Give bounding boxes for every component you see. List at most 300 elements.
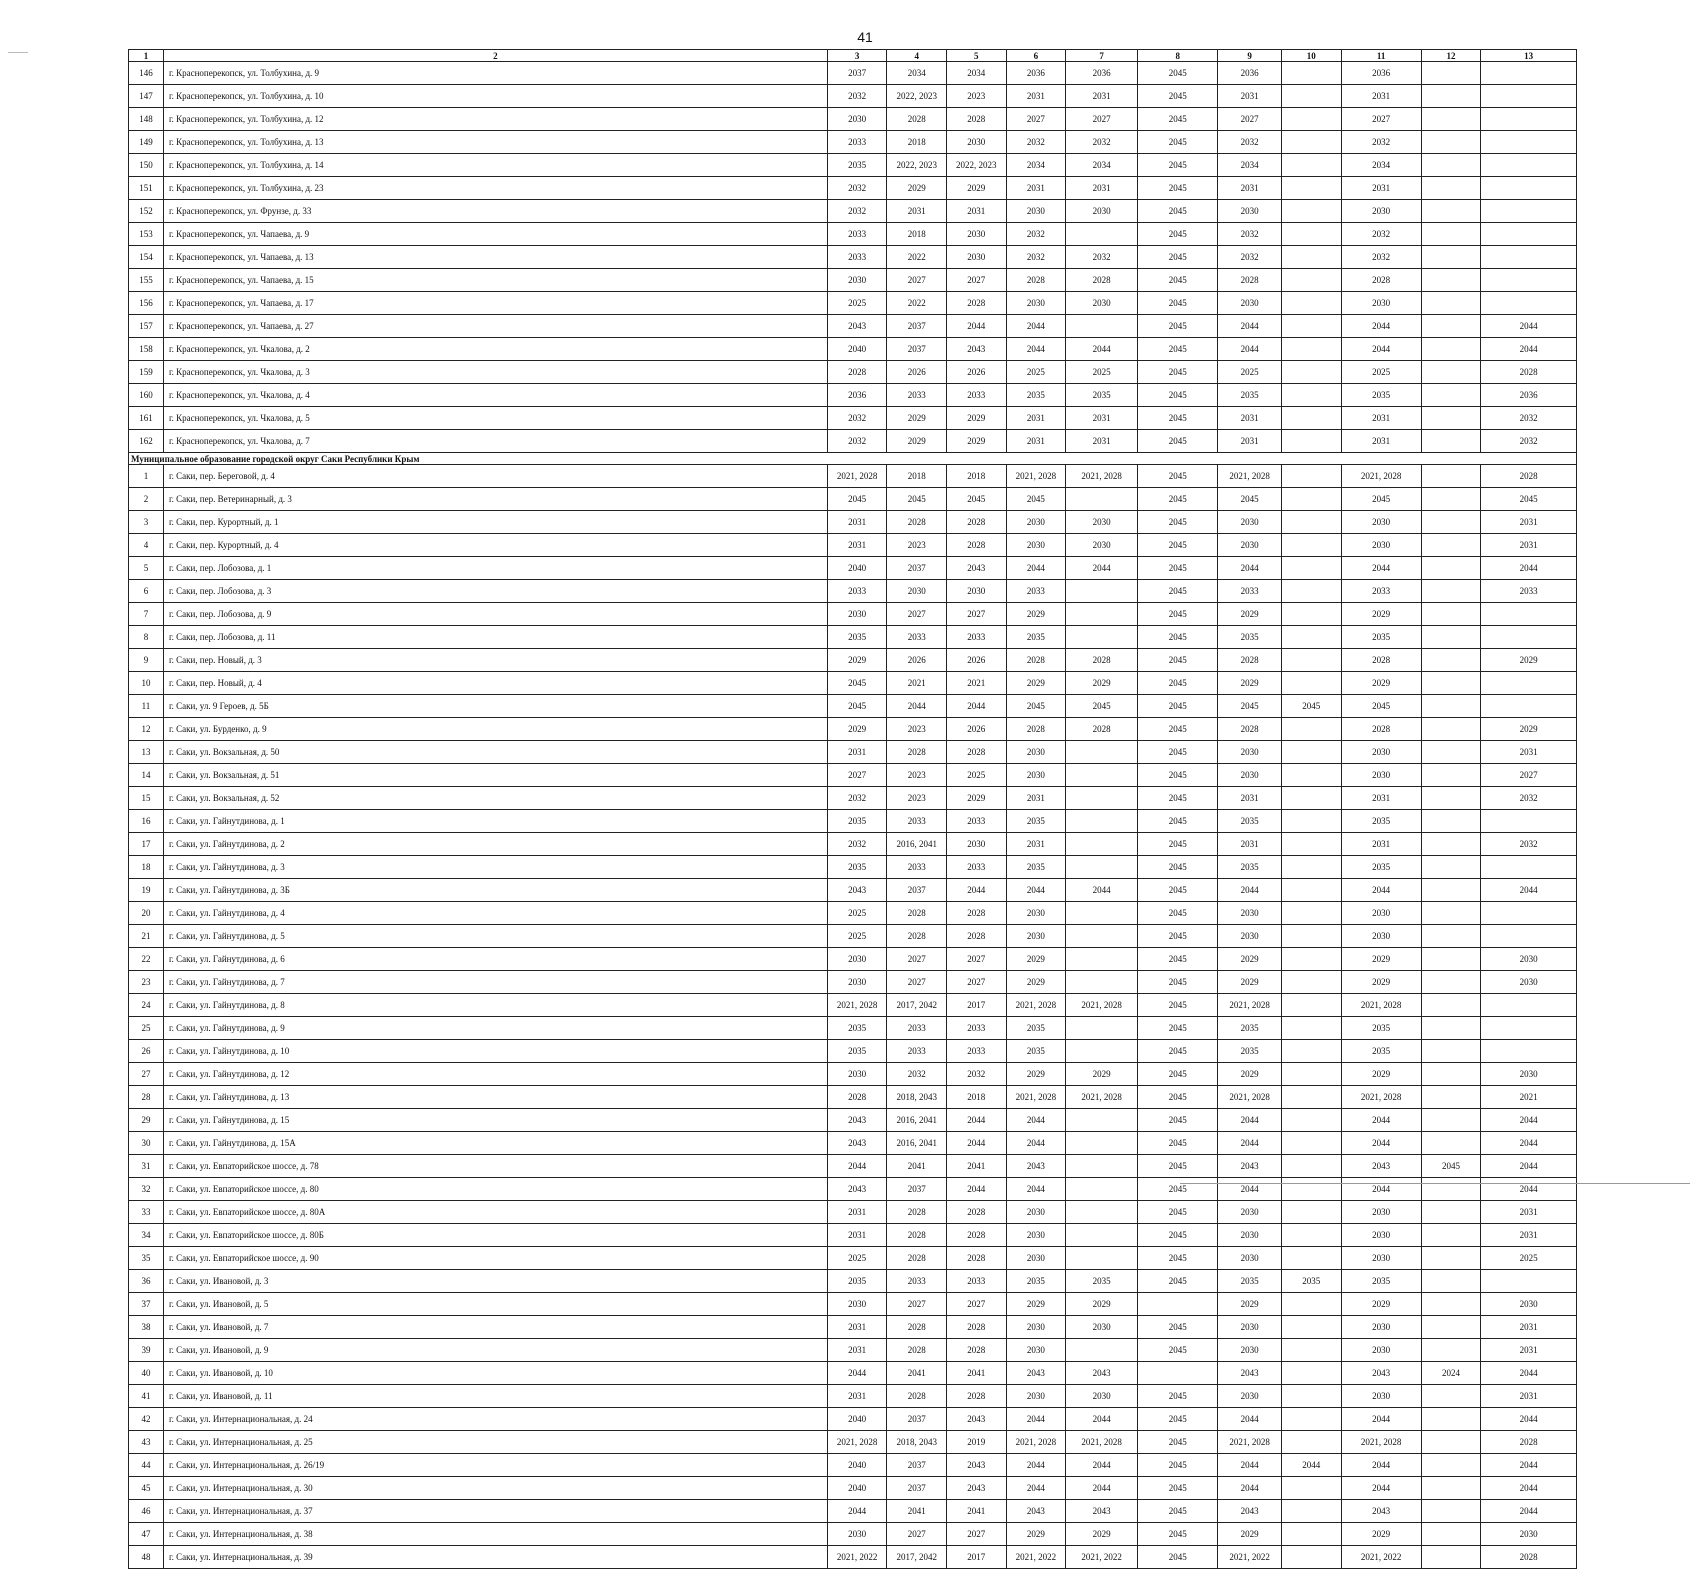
- year-cell: 2030: [1481, 1523, 1577, 1546]
- year-cell: 2030: [1341, 534, 1421, 557]
- year-cell: [1281, 1523, 1341, 1546]
- year-cell: [1481, 856, 1577, 879]
- year-cell: [1281, 580, 1341, 603]
- year-cell: 2043: [1066, 1362, 1138, 1385]
- year-cell: 2030: [827, 1293, 887, 1316]
- year-cell: [1066, 315, 1138, 338]
- year-cell: 2044: [1066, 338, 1138, 361]
- year-cell: 2028: [947, 292, 1007, 315]
- year-cell: [1421, 971, 1481, 994]
- year-cell: 2028: [1481, 465, 1577, 488]
- year-cell: [1481, 994, 1577, 1017]
- section-title: Муниципальное образование городской округ Саки Республики Крым: [129, 453, 1577, 465]
- year-cell: [1421, 764, 1481, 787]
- year-cell: [1481, 672, 1577, 695]
- year-cell: 2029: [827, 649, 887, 672]
- section-row: [129, 453, 1577, 465]
- year-cell: 2043: [827, 1132, 887, 1155]
- year-cell: 2044: [827, 1362, 887, 1385]
- year-cell: 2025: [1481, 1247, 1577, 1270]
- address-cell: г. Красноперекопск, ул. Чкалова, д. 5: [163, 407, 827, 430]
- year-cell: 2021, 2028: [827, 1431, 887, 1454]
- table-row: [129, 154, 1577, 177]
- year-cell: 2028: [947, 1201, 1007, 1224]
- year-cell: 2044: [1341, 1454, 1421, 1477]
- year-cell: 2029: [1006, 971, 1066, 994]
- year-cell: 2045: [947, 488, 1007, 511]
- year-cell: [1421, 626, 1481, 649]
- year-cell: 2035: [1341, 856, 1421, 879]
- year-cell: 2029: [827, 718, 887, 741]
- year-cell: [1066, 1247, 1138, 1270]
- year-cell: [1281, 511, 1341, 534]
- column-header: 4: [887, 50, 947, 62]
- address-cell: г. Саки, ул. Ивановой, д. 3: [163, 1270, 827, 1293]
- address-cell: г. Саки, ул. Гайнутдинова, д. 9: [163, 1017, 827, 1040]
- year-cell: 2033: [827, 223, 887, 246]
- year-cell: 2035: [1066, 1270, 1138, 1293]
- year-cell: 2044: [1006, 557, 1066, 580]
- year-cell: 2022: [887, 292, 947, 315]
- row-number-cell: 23: [129, 971, 164, 994]
- year-cell: 2044: [1481, 1477, 1577, 1500]
- year-cell: 2031: [1006, 787, 1066, 810]
- address-cell: г. Красноперекопск, ул. Толбухина, д. 12: [163, 108, 827, 131]
- address-cell: г. Саки, ул. Гайнутдинова, д. 4: [163, 902, 827, 925]
- table-row: [129, 430, 1577, 453]
- year-cell: 2037: [827, 62, 887, 85]
- table-row: [129, 971, 1577, 994]
- year-cell: [1421, 108, 1481, 131]
- year-cell: 2036: [1341, 62, 1421, 85]
- year-cell: [1481, 292, 1577, 315]
- year-cell: 2045: [1138, 856, 1218, 879]
- year-cell: 2045: [1138, 131, 1218, 154]
- year-cell: 2025: [1006, 361, 1066, 384]
- year-cell: 2028: [947, 1385, 1007, 1408]
- year-cell: [1281, 315, 1341, 338]
- year-cell: 2032: [947, 1063, 1007, 1086]
- year-cell: 2043: [1006, 1155, 1066, 1178]
- year-cell: 2044: [1481, 1454, 1577, 1477]
- row-number-cell: 43: [129, 1431, 164, 1454]
- row-number-cell: 155: [129, 269, 164, 292]
- address-cell: г. Саки, ул. Гайнутдинова, д. 3: [163, 856, 827, 879]
- year-cell: 2045: [1138, 1477, 1218, 1500]
- year-cell: 2045: [1138, 695, 1218, 718]
- year-cell: [1066, 925, 1138, 948]
- year-cell: 2041: [947, 1500, 1007, 1523]
- year-cell: 2037: [887, 1477, 947, 1500]
- year-cell: [1281, 430, 1341, 453]
- year-cell: [1281, 534, 1341, 557]
- year-cell: 2018: [887, 131, 947, 154]
- year-cell: 2022, 2023: [947, 154, 1007, 177]
- year-cell: 2033: [887, 384, 947, 407]
- year-cell: 2017: [947, 994, 1007, 1017]
- year-cell: 2031: [1341, 407, 1421, 430]
- year-cell: 2032: [887, 1063, 947, 1086]
- year-cell: [1481, 131, 1577, 154]
- year-cell: 2044: [887, 695, 947, 718]
- year-cell: 2045: [1138, 902, 1218, 925]
- address-cell: г. Красноперекопск, ул. Чапаева, д. 17: [163, 292, 827, 315]
- year-cell: 2035: [827, 856, 887, 879]
- year-cell: 2045: [1138, 718, 1218, 741]
- year-cell: 2040: [827, 1477, 887, 1500]
- table-row: [129, 1523, 1577, 1546]
- year-cell: 2031: [827, 1316, 887, 1339]
- year-cell: 2029: [1006, 1293, 1066, 1316]
- year-cell: [1281, 1546, 1341, 1569]
- address-cell: г. Саки, ул. Ивановой, д. 9: [163, 1339, 827, 1362]
- row-number-cell: 8: [129, 626, 164, 649]
- column-header: 8: [1138, 50, 1218, 62]
- year-cell: 2030: [1006, 1316, 1066, 1339]
- year-cell: 2017, 2042: [887, 994, 947, 1017]
- year-cell: [1281, 810, 1341, 833]
- year-cell: 2028: [887, 1385, 947, 1408]
- year-cell: 2028: [887, 511, 947, 534]
- year-cell: 2035: [1341, 626, 1421, 649]
- year-cell: 2044: [1218, 1408, 1282, 1431]
- year-cell: 2026: [947, 361, 1007, 384]
- year-cell: 2032: [1218, 131, 1282, 154]
- year-cell: 2035: [1341, 1040, 1421, 1063]
- year-cell: [1281, 1109, 1341, 1132]
- year-cell: 2018: [947, 465, 1007, 488]
- year-cell: 2045: [1138, 833, 1218, 856]
- year-cell: [1421, 1063, 1481, 1086]
- year-cell: 2025: [827, 1247, 887, 1270]
- year-cell: 2045: [1138, 764, 1218, 787]
- year-cell: 2021: [947, 672, 1007, 695]
- year-cell: 2044: [1218, 338, 1282, 361]
- year-cell: 2030: [1218, 200, 1282, 223]
- year-cell: [1281, 1385, 1341, 1408]
- year-cell: 2029: [1218, 603, 1282, 626]
- year-cell: 2027: [947, 948, 1007, 971]
- row-number-cell: 18: [129, 856, 164, 879]
- year-cell: 2044: [1481, 1109, 1577, 1132]
- year-cell: 2030: [1066, 200, 1138, 223]
- year-cell: 2029: [1006, 672, 1066, 695]
- year-cell: 2023: [887, 764, 947, 787]
- row-number-cell: 41: [129, 1385, 164, 1408]
- year-cell: 2032: [827, 85, 887, 108]
- year-cell: 2044: [1006, 1454, 1066, 1477]
- year-cell: 2027: [947, 269, 1007, 292]
- year-cell: 2029: [1006, 603, 1066, 626]
- year-cell: 2030: [1218, 741, 1282, 764]
- year-cell: 2031: [1481, 1224, 1577, 1247]
- year-cell: 2030: [827, 269, 887, 292]
- year-cell: 2045: [1138, 649, 1218, 672]
- year-cell: 2029: [1218, 971, 1282, 994]
- year-cell: 2030: [1006, 902, 1066, 925]
- year-cell: [1421, 1454, 1481, 1477]
- address-cell: г. Саки, ул. Гайнутдинова, д. 15: [163, 1109, 827, 1132]
- row-number-cell: 38: [129, 1316, 164, 1339]
- year-cell: 2031: [827, 1224, 887, 1247]
- address-cell: г. Саки, ул. Гайнутдинова, д. 3Б: [163, 879, 827, 902]
- year-cell: 2031: [1341, 177, 1421, 200]
- year-cell: 2028: [1066, 718, 1138, 741]
- year-cell: 2028: [887, 902, 947, 925]
- year-cell: 2045: [1138, 62, 1218, 85]
- year-cell: 2028: [947, 902, 1007, 925]
- year-cell: 2044: [1066, 1408, 1138, 1431]
- table-row: [129, 718, 1577, 741]
- row-number-cell: 151: [129, 177, 164, 200]
- year-cell: 2030: [1218, 764, 1282, 787]
- address-cell: г. Саки, ул. Интернациональная, д. 30: [163, 1477, 827, 1500]
- year-cell: 2028: [1341, 649, 1421, 672]
- year-cell: 2021, 2028: [1006, 465, 1066, 488]
- row-number-cell: 17: [129, 833, 164, 856]
- year-cell: 2021, 2028: [1341, 994, 1421, 1017]
- year-cell: 2045: [1138, 1523, 1218, 1546]
- year-cell: 2021, 2028: [1006, 994, 1066, 1017]
- year-cell: 2030: [1066, 511, 1138, 534]
- year-cell: 2027: [887, 1293, 947, 1316]
- year-cell: 2030: [1006, 925, 1066, 948]
- year-cell: [1066, 1155, 1138, 1178]
- year-cell: 2027: [1481, 764, 1577, 787]
- year-cell: 2018, 2043: [887, 1431, 947, 1454]
- year-cell: 2045: [1138, 534, 1218, 557]
- year-cell: [1421, 384, 1481, 407]
- year-cell: 2043: [947, 557, 1007, 580]
- year-cell: [1281, 338, 1341, 361]
- year-cell: 2043: [947, 1477, 1007, 1500]
- year-cell: 2045: [1481, 488, 1577, 511]
- year-cell: 2045: [1421, 1155, 1481, 1178]
- year-cell: 2030: [947, 131, 1007, 154]
- year-cell: 2044: [1481, 557, 1577, 580]
- year-cell: 2023: [887, 718, 947, 741]
- year-cell: 2021, 2028: [1218, 1431, 1282, 1454]
- year-cell: [1481, 177, 1577, 200]
- row-number-cell: 39: [129, 1339, 164, 1362]
- year-cell: 2032: [827, 407, 887, 430]
- year-cell: 2021, 2028: [1066, 1086, 1138, 1109]
- address-cell: г. Саки, ул. Гайнутдинова, д. 1: [163, 810, 827, 833]
- column-header: 12: [1421, 50, 1481, 62]
- table-row: [129, 361, 1577, 384]
- year-cell: 2045: [1341, 695, 1421, 718]
- row-number-cell: 40: [129, 1362, 164, 1385]
- year-cell: [1281, 292, 1341, 315]
- year-cell: 2028: [1481, 1546, 1577, 1569]
- year-cell: 2028: [947, 741, 1007, 764]
- year-cell: 2027: [1218, 108, 1282, 131]
- year-cell: 2031: [827, 1339, 887, 1362]
- address-cell: г. Саки, ул. Ивановой, д. 10: [163, 1362, 827, 1385]
- address-cell: г. Саки, пер. Новый, д. 3: [163, 649, 827, 672]
- year-cell: 2044: [1481, 338, 1577, 361]
- year-cell: 2021, 2022: [1341, 1546, 1421, 1569]
- year-cell: 2026: [887, 649, 947, 672]
- table-row: [129, 557, 1577, 580]
- year-cell: [1281, 787, 1341, 810]
- year-cell: 2031: [1066, 407, 1138, 430]
- year-cell: 2030: [1218, 1247, 1282, 1270]
- year-cell: 2031: [1481, 511, 1577, 534]
- year-cell: 2030: [1218, 1201, 1282, 1224]
- row-number-cell: 29: [129, 1109, 164, 1132]
- year-cell: 2027: [947, 603, 1007, 626]
- table-row: [129, 787, 1577, 810]
- year-cell: 2034: [887, 62, 947, 85]
- year-cell: 2030: [1341, 1224, 1421, 1247]
- year-cell: 2045: [1138, 1454, 1218, 1477]
- year-cell: [1421, 1523, 1481, 1546]
- year-cell: 2033: [827, 580, 887, 603]
- year-cell: 2021, 2028: [1066, 1431, 1138, 1454]
- row-number-cell: 9: [129, 649, 164, 672]
- year-cell: 2045: [1138, 488, 1218, 511]
- address-cell: г. Саки, ул. Ивановой, д. 5: [163, 1293, 827, 1316]
- table-header: [129, 50, 1577, 62]
- year-cell: 2044: [1341, 338, 1421, 361]
- year-cell: [1421, 925, 1481, 948]
- year-cell: 2045: [827, 695, 887, 718]
- address-cell: г. Красноперекопск, ул. Чапаева, д. 9: [163, 223, 827, 246]
- year-cell: 2031: [827, 741, 887, 764]
- year-cell: 2028: [947, 1316, 1007, 1339]
- address-cell: г. Красноперекопск, ул. Толбухина, д. 13: [163, 131, 827, 154]
- year-cell: 2033: [887, 1017, 947, 1040]
- year-cell: 2031: [827, 511, 887, 534]
- year-cell: [1281, 407, 1341, 430]
- year-cell: 2044: [1006, 1408, 1066, 1431]
- year-cell: 2044: [827, 1155, 887, 1178]
- table-row: [129, 200, 1577, 223]
- year-cell: 2044: [1481, 1132, 1577, 1155]
- year-cell: 2035: [1218, 1270, 1282, 1293]
- row-number-cell: 156: [129, 292, 164, 315]
- year-cell: [1281, 1339, 1341, 1362]
- row-number-cell: 26: [129, 1040, 164, 1063]
- row-number-cell: 16: [129, 810, 164, 833]
- address-cell: г. Саки, пер. Новый, д. 4: [163, 672, 827, 695]
- year-cell: 2030: [1006, 511, 1066, 534]
- year-cell: [1281, 1132, 1341, 1155]
- row-number-cell: 12: [129, 718, 164, 741]
- year-cell: 2030: [1341, 1247, 1421, 1270]
- row-number-cell: 25: [129, 1017, 164, 1040]
- year-cell: 2045: [1138, 223, 1218, 246]
- year-cell: [1421, 1500, 1481, 1523]
- column-header: 1: [129, 50, 164, 62]
- year-cell: 2044: [1281, 1454, 1341, 1477]
- year-cell: 2045: [1138, 292, 1218, 315]
- year-cell: 2045: [1138, 603, 1218, 626]
- year-cell: 2028: [887, 1201, 947, 1224]
- year-cell: 2028: [947, 534, 1007, 557]
- year-cell: 2028: [947, 1224, 1007, 1247]
- year-cell: 2031: [1481, 1316, 1577, 1339]
- year-cell: [1066, 948, 1138, 971]
- year-cell: 2028: [887, 108, 947, 131]
- year-cell: 2018: [947, 1086, 1007, 1109]
- year-cell: [1281, 1040, 1341, 1063]
- year-cell: 2035: [1006, 1017, 1066, 1040]
- year-cell: [1421, 1247, 1481, 1270]
- year-cell: [1281, 200, 1341, 223]
- year-cell: 2036: [1006, 62, 1066, 85]
- year-cell: 2037: [887, 1178, 947, 1201]
- address-cell: г. Красноперекопск, ул. Чкалова, д. 2: [163, 338, 827, 361]
- table-row: [129, 1224, 1577, 1247]
- year-cell: 2021, 2028: [827, 465, 887, 488]
- year-cell: 2030: [1066, 1316, 1138, 1339]
- year-cell: 2028: [947, 108, 1007, 131]
- table-row: [129, 672, 1577, 695]
- year-cell: 2029: [1066, 1523, 1138, 1546]
- year-cell: 2029: [1066, 672, 1138, 695]
- year-cell: 2041: [887, 1500, 947, 1523]
- year-cell: 2044: [1006, 338, 1066, 361]
- year-cell: 2034: [947, 62, 1007, 85]
- year-cell: [1138, 1293, 1218, 1316]
- table-row: [129, 1339, 1577, 1362]
- year-cell: 2045: [1138, 1500, 1218, 1523]
- year-cell: 2031: [1218, 787, 1282, 810]
- year-cell: 2035: [1006, 626, 1066, 649]
- year-cell: 2045: [1138, 580, 1218, 603]
- year-cell: [1066, 902, 1138, 925]
- year-cell: 2035: [1218, 856, 1282, 879]
- row-number-cell: 152: [129, 200, 164, 223]
- year-cell: 2025: [827, 925, 887, 948]
- year-cell: 2044: [1006, 1132, 1066, 1155]
- year-cell: [1281, 62, 1341, 85]
- table-row: [129, 741, 1577, 764]
- row-number-cell: 11: [129, 695, 164, 718]
- year-cell: 2045: [1138, 1086, 1218, 1109]
- page-number: 41: [857, 29, 873, 45]
- year-cell: 2030: [1218, 925, 1282, 948]
- year-cell: 2044: [1006, 1178, 1066, 1201]
- address-cell: г. Красноперекопск, ул. Толбухина, д. 10: [163, 85, 827, 108]
- year-cell: [1421, 1201, 1481, 1224]
- year-cell: 2045: [1138, 810, 1218, 833]
- year-cell: 2025: [1066, 361, 1138, 384]
- table-row: [129, 177, 1577, 200]
- row-number-cell: 42: [129, 1408, 164, 1431]
- year-cell: 2031: [827, 1201, 887, 1224]
- row-number-cell: 149: [129, 131, 164, 154]
- year-cell: 2045: [1138, 626, 1218, 649]
- year-cell: 2043: [827, 315, 887, 338]
- table-row: [129, 994, 1577, 1017]
- year-cell: [1066, 488, 1138, 511]
- year-cell: [1421, 672, 1481, 695]
- year-cell: [1281, 994, 1341, 1017]
- year-cell: 2045: [1138, 384, 1218, 407]
- table-row: [129, 488, 1577, 511]
- year-cell: 2045: [1138, 200, 1218, 223]
- year-cell: 2028: [1006, 718, 1066, 741]
- year-cell: [1066, 833, 1138, 856]
- row-number-cell: 37: [129, 1293, 164, 1316]
- year-cell: 2027: [887, 971, 947, 994]
- year-cell: 2029: [1006, 1063, 1066, 1086]
- year-cell: 2031: [827, 534, 887, 557]
- year-cell: 2044: [1218, 1132, 1282, 1155]
